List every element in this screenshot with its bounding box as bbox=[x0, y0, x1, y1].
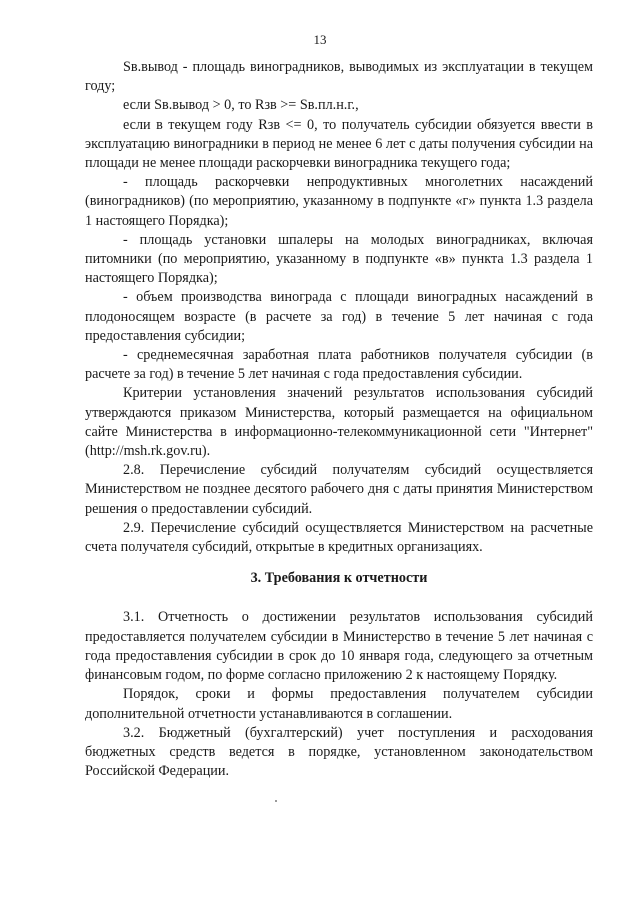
paragraph-criteria: Критерии установления значений результатов использования субсидий утверждаются приказом Министерства, который размещается на официальном сайте Министерства в информационно-телекоммуникационной сети "Интернет" (http://msh.rk.gov.ru). bbox=[85, 385, 593, 460]
document-body bbox=[85, 58, 593, 781]
paragraph-result-grape-volume: - объем производства винограда с площади виноградных насаждений в плодоносящем возрасте (в расчете за год) в течение 5 лет начиная с года предоставления субсидии; bbox=[85, 289, 593, 344]
paragraph-2-9: 2.9. Перечисление субсидий осуществляется Министерством на расчетные счета получателя субсидий, открытые в кредитных организациях. bbox=[85, 519, 593, 556]
scan-dot-mark bbox=[275, 800, 277, 802]
paragraph-result-uprooting-area: - площадь раскорчевки непродуктивных многолетних насаждений (виноградников) (по мероприятию, указанному в подпункте «г» пункта 1.3 раздела 1 настоящего Порядка); bbox=[85, 174, 593, 229]
page-number: 13 bbox=[313, 32, 327, 47]
paragraph-2-8: 2.8. Перечисление субсидий получателям субсидий осуществляется Министерством не позднее десятого рабочего дня с даты принятия Министерством решения о предоставлении субсидий. bbox=[85, 462, 593, 517]
paragraph-additional-reporting: Порядок, сроки и формы предоставления получателем субсидии дополнительной отчетности устанавливаются в соглашении. bbox=[85, 686, 593, 722]
paragraph-3-1: 3.1. Отчетность о достижении результатов использования субсидий предоставляется получателем субсидии в Министерство в течение 5 лет начиная с года предоставления субсидии в срок до 10 января года, следующего за отчетным финансовым годом, по форме согласно приложению 2 к настоящему Порядку. bbox=[85, 609, 593, 684]
paragraph-result-average-salary: - среднемесячная заработная плата работников получателя субсидии (в расчете за год) в течение 5 лет начиная с года предоставления субсидии. bbox=[85, 347, 593, 383]
paragraph-result-trellis-area: - площадь установки шпалеры на молодых виноградниках, включая питомники (по мероприятию, указанному в подпункте «в» пункта 1.3 раздела 1 настоящего Порядка); bbox=[85, 231, 593, 287]
paragraph-sv-vyvod-definition: Sв.вывод - площадь виноградников, выводимых из эксплуатации в текущем году; bbox=[85, 59, 593, 95]
paragraph-3-2: 3.2. Бюджетный (бухгалтерский) учет поступления и расходования бюджетных средств ведется в порядке, установленном законодательством Российской Федерации. bbox=[85, 724, 593, 780]
paragraph-condition-nonpositive: если в текущем году Rзв <= 0, то получатель субсидии обязуется ввести в эксплуатацию виноградники в период не менее 6 лет с даты получения субсидии на площади не менее площади раскорчевки виноградника текущего года; bbox=[85, 116, 593, 172]
paragraph-condition-positive: если Sв.вывод > 0, то Rзв >= Sв.пл.н.г., bbox=[123, 97, 359, 114]
section-heading: 3. Требования к отчетности bbox=[250, 570, 428, 587]
